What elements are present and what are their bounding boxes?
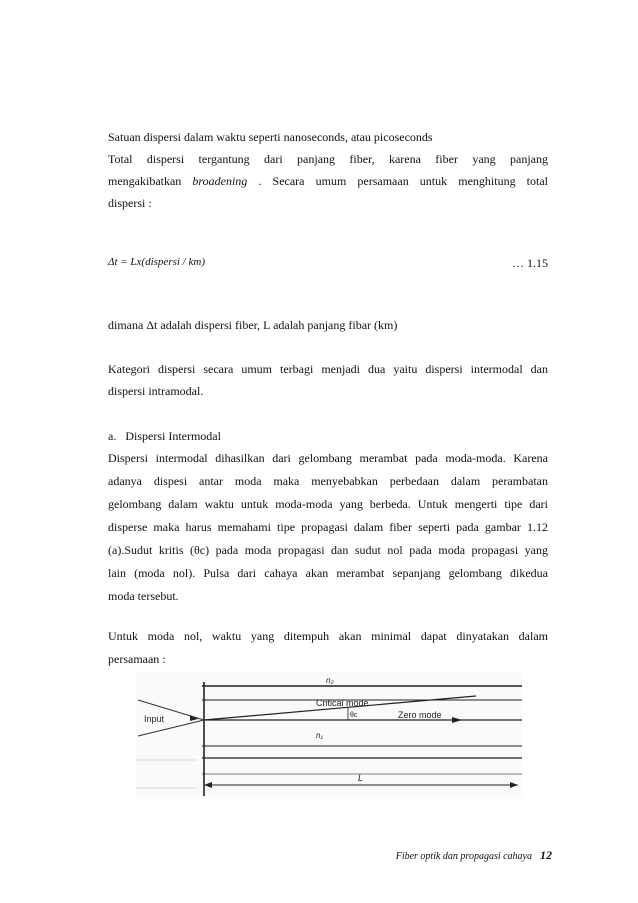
label-zero-mode: Zero mode (398, 710, 442, 720)
paragraph-untuk-line2: persamaan : (108, 652, 166, 666)
label-n1: n₁ (316, 731, 323, 740)
label-input: Input (144, 714, 165, 724)
paragraph-intermodal-line3: gelombang dalam waktu untuk moda-moda yang berbeda. Untuk mengerti tipe dari (108, 497, 548, 511)
paragraph-kategori-line1: Kategori dispersi secara umum terbagi menjadi dua yaitu dispersi intermodal dan (108, 362, 548, 376)
fiber-propagation-figure (136, 672, 522, 796)
label-length: L (358, 773, 364, 783)
paragraph-total-dispersion-line2 (108, 170, 548, 192)
paragraph-untuk-line1: Untuk moda nol, waktu yang ditempuh akan minimal dapat dinyatakan dalam (108, 629, 548, 643)
paragraph-total-dispersion-line3: dispersi : (108, 196, 152, 210)
page-footer (396, 848, 552, 863)
text-segment: mengakibatkan (108, 174, 182, 188)
label-n2: n₂ (326, 676, 334, 685)
paragraph-intermodal-line7: moda tersebut. (108, 589, 179, 603)
paragraph-kategori-line2: dispersi intramodal. (108, 384, 204, 398)
equation-1-15: Δt = Lx(dispersi / km) (108, 256, 205, 268)
section-heading-intermodal: a. Dispersi Intermodal (108, 429, 221, 443)
paragraph-intermodal-line2: adanya dispesi antar moda maka menyebabkan perbedaan dalam perambatan (108, 474, 548, 488)
label-critical-mode: Critical mode (316, 698, 369, 708)
paragraph-intermodal-line5: (a).Sudut kritis (θc) pada moda propagasi dan sudut nol pada moda propagasi yang (108, 543, 548, 557)
dispersion-units-line: Satuan dispersi dalam waktu seperti nanoseconds, atau picoseconds (108, 130, 433, 144)
equation-number: … 1.15 (512, 256, 548, 270)
paragraph-intermodal-line6: lain (moda nol). Pulsa dari cahaya akan merambat sepanjang gelombang dikedua (108, 566, 548, 580)
page-number: 12 (540, 848, 552, 862)
emphasis-broadening: broadening (192, 174, 248, 188)
paragraph-intermodal-line1: Dispersi intermodal dihasilkan dari gelombang merambat pada moda-moda. Karena (108, 451, 548, 465)
equation-explanation: dimana Δt adalah dispersi fiber, L adalah panjang fibar (km) (108, 318, 398, 332)
paragraph-total-dispersion-line1: Total dispersi tergantung dari panjang fiber, karena fiber yang panjang (108, 152, 548, 166)
footer-title: Fiber optik dan propagasi cahaya (395, 851, 532, 862)
text-segment: . Secara umum persamaan untuk menghitung total (258, 174, 549, 188)
label-theta-c: θc (350, 712, 358, 719)
paragraph-intermodal-line4: disperse maka harus memahami tipe propagasi dalam fiber seperti pada gambar 1.12 (108, 520, 548, 534)
